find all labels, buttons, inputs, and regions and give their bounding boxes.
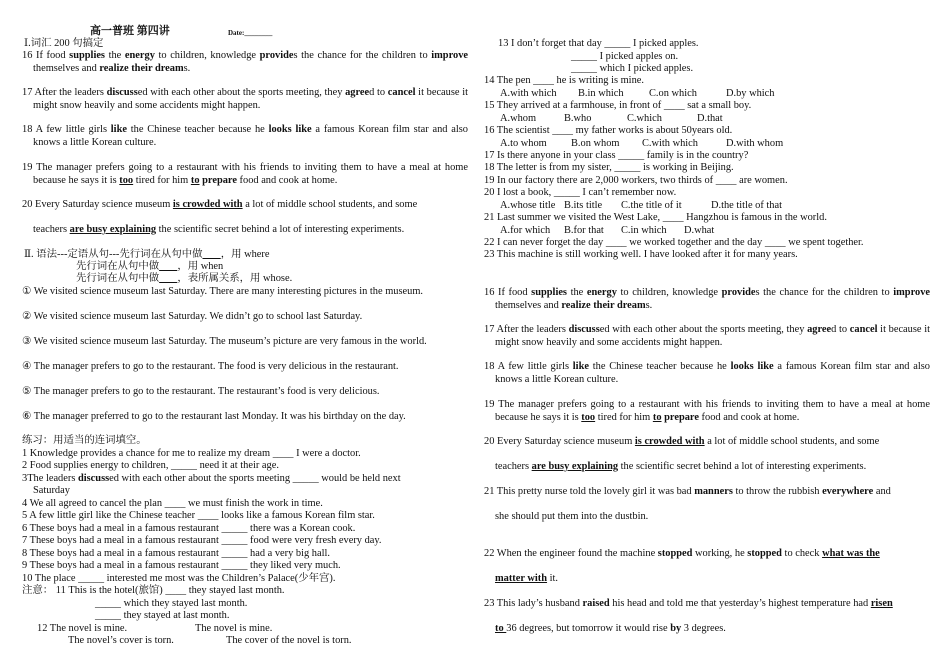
q16-option: D.with whom — [726, 138, 784, 149]
practice-line: 1 Knowledge provides a chance for me to realize my dream ____ I were a doctor. — [22, 448, 361, 459]
exercise-q15: 15 They arrived at a farmhouse, in front of ____ sat a small boy. — [484, 100, 752, 111]
exercise-q16: 16 The scientist ____ my father works is about 50years old. — [484, 125, 733, 136]
vocab-item-cont: she should put them into the dustbin. — [495, 511, 649, 522]
q20-option: B.its title — [564, 200, 603, 211]
section2-heading-line2 — [76, 261, 223, 274]
q14-option: C.on which — [649, 88, 697, 99]
grammar-sentence: ③ We visited science museum last Saturday. The museum’s picture are very famous in the world. — [22, 336, 427, 347]
exercise-q22: 22 I can never forget the day ____ we worked together and the day ____ we spent together. — [484, 237, 864, 248]
grammar-sentence: ⑥ The manager preferred to go to the restaurant last Monday. It was his birthday on the day. — [22, 411, 406, 422]
grammar-sentence: ② We visited science museum last Saturday. We didn’t go to school last Saturday. — [22, 311, 363, 322]
heading-part: ，用 when — [177, 261, 224, 272]
q16-option: C.with which — [642, 138, 698, 149]
vocab-item-repeat: 17 After the leaders discussed with each other about the sports meeting, they agreed to cancel it because it might snow heavily and some accidents might happen. — [484, 324, 930, 348]
exercise-q17: 17 Is there anyone in your class _____ family is in the country? — [484, 150, 749, 161]
practice-line: 3The leaders discussed with each other about the sports meeting _____ would be held next — [22, 473, 401, 484]
exercise-q20: 20 I lost a book, _____ I can’t remember now. — [484, 187, 677, 198]
q15-option: D.that — [697, 113, 723, 124]
practice-line: 5 A few little girl like the Chinese teacher ____ looks like a famous Korean film star. — [22, 510, 375, 521]
page-title: 高一普班 第四讲 — [90, 25, 170, 37]
q21-option: A.for which — [500, 225, 551, 236]
grammar-sentence: ① We visited science museum last Saturday. There are many interesting pictures in the museum. — [22, 286, 424, 297]
vocab-item: 19 The manager prefers going to a restaurant with his friends to inviting them to have a meal at home because he says it is too tired for him to prepare food and cook at home. — [22, 162, 468, 186]
practice-line: 注意： 11 This is the hotel(旅馆) ____ they stayed last month. — [22, 585, 285, 596]
q15-option: B.who — [564, 113, 592, 124]
practice-heading: 练习：用适当的连词填空。 — [22, 435, 147, 446]
q16-option: A.to whom — [500, 138, 547, 149]
section2-heading — [24, 249, 269, 262]
grammar-sentence: ⑤ The manager prefers to go to the restaurant. The restaurant’s food is very delicious. — [22, 386, 380, 397]
vocab-item-repeat: 16 If food supplies the energy to children, knowledge provides the chance for the children to improve themselves and realize their dreams. — [484, 287, 930, 311]
q15-option: C.which — [627, 113, 662, 124]
vocab-item: 18 A few little girls like the Chinese teacher because he looks like a famous Korean film star and also knows a little Korean culture. — [22, 124, 468, 148]
practice-line: 9 These boys had a meal in a famous restaurant _____ they liked very much. — [22, 560, 341, 571]
q20-option: A.whose title — [500, 200, 556, 211]
practice-line: 8 These boys had a meal in a famous restaurant _____ had a very big hall. — [22, 548, 330, 559]
practice-line: 10 The place _____ interested me most was the Children’s Palace(少年宫). — [22, 573, 336, 584]
vocab-item-repeat: 19 The manager prefers going to a restaurant with his friends to inviting them to have a meal at home because he says it is too tired for him to prepare food and cook at home. — [484, 399, 930, 423]
vocab-item: 16 If food supplies the energy to children, knowledge provides the chance for the children to improve themselves and realize their dreams. — [22, 50, 468, 74]
vocab-item-cont: matter with it. — [495, 573, 559, 584]
practice-line: 4 We all agreed to cancel the plan ____ we must finish the work in time. — [22, 498, 323, 509]
exercise-q21: 21 Last summer we visited the West Lake, ____ Hangzhou is famous in the world. — [484, 212, 827, 223]
vocab-item: 22 When the engineer found the machine stopped working, he stopped to check what was the — [484, 548, 880, 559]
practice-line: The cover of the novel is torn. — [226, 635, 352, 646]
grammar-sentence: ④ The manager prefers to go to the restaurant. The food is very delicious in the restaurant. — [22, 361, 399, 372]
vocab-item: 23 This lady’s husband raised his head and told me that yesterday’s highest temperature had risen — [484, 598, 893, 609]
q14-option: D.by which — [726, 88, 775, 99]
heading-part: 先行词在从句中做 — [76, 273, 160, 284]
q21-option: C.in which — [621, 225, 667, 236]
q14-option: A.with which — [500, 88, 557, 99]
exercise-q23: 23 This machine is still working well. I have looked after it for many years. — [484, 249, 798, 260]
vocab-item-repeat: 18 A few little girls like the Chinese teacher because he looks like a famous Korean film star and also knows a little Korean culture. — [484, 361, 930, 385]
practice-line-cont: Saturday — [33, 485, 70, 496]
q16-option: B.on whom — [571, 138, 620, 149]
vocab-item: 20 Every Saturday science museum is crowded with a lot of middle school students, and some — [22, 199, 418, 210]
exercise-q13-alt: _____ I picked apples on. — [571, 51, 679, 62]
heading-part: Ⅱ. 语法---定语从句---先行词在从句中做 — [24, 249, 203, 260]
exercise-q13: 13 I don’t forget that day _____ I picked apples. — [498, 38, 699, 49]
exercise-q14: 14 The pen ____ he is writing is mine. — [484, 75, 644, 86]
practice-line: _____ they stayed at last month. — [95, 610, 230, 621]
practice-line: The novel’s cover is torn. — [68, 635, 174, 646]
section1-heading: Ⅰ.词汇 200 句搞定 — [24, 38, 104, 49]
q20-option: C.the title of it — [621, 200, 682, 211]
practice-line: 6 These boys had a meal in a famous restaurant _____ there was a Korean cook. — [22, 523, 356, 534]
vocab-item-repeat-cont: teachers are busy explaining the scientific secret behind a lot of interesting experiments. — [495, 461, 867, 472]
exercise-q18: 18 The letter is from my sister, _____ is working in Beijing. — [484, 162, 734, 173]
q14-option: B.in which — [578, 88, 624, 99]
q21-option: D.what — [684, 225, 715, 236]
practice-line: The novel is mine. — [195, 623, 273, 634]
practice-line: 2 Food supplies energy to children, _____ need it at their age. — [22, 460, 279, 471]
heading-part: ，表所属关系，用 whose. — [177, 273, 293, 284]
vocab-item-cont: to 36 degrees, but tomorrow it would rise by 3 degrees. — [495, 623, 726, 634]
heading-part: 先行词在从句中做 — [76, 261, 160, 272]
q20-option: D.the title of that — [711, 200, 782, 211]
practice-line: 7 These boys had a meal in a famous restaurant _____ food were very fresh every day. — [22, 535, 382, 546]
practice-line: _____ which they stayed last month. — [95, 598, 248, 609]
vocab-item: 17 After the leaders discussed with each other about the sports meeting, they agreed to cancel it because it might snow heavily and some accidents might happen. — [22, 87, 468, 111]
section2-heading-line3 — [76, 273, 292, 286]
vocab-item-cont: teachers are busy explaining the scientific secret behind a lot of interesting experiments. — [33, 224, 405, 235]
exercise-q13-alt: _____ which I picked apples. — [571, 63, 694, 74]
q15-option: A.whom — [500, 113, 537, 124]
vocab-item: 21 This pretty nurse told the lovely girl it was bad manners to throw the rubbish everywhere and — [484, 486, 891, 497]
vocab-item-repeat: 20 Every Saturday science museum is crowded with a lot of middle school students, and some — [484, 436, 880, 447]
q21-option: B.for that — [564, 225, 604, 236]
practice-line: 12 The novel is mine. — [37, 623, 128, 634]
exercise-q19: 19 In our factory there are 2,000 workers, two thirds of ____ are women. — [484, 175, 788, 186]
date-label: Date:________ — [228, 29, 273, 37]
heading-part: ，用 where — [220, 249, 270, 260]
